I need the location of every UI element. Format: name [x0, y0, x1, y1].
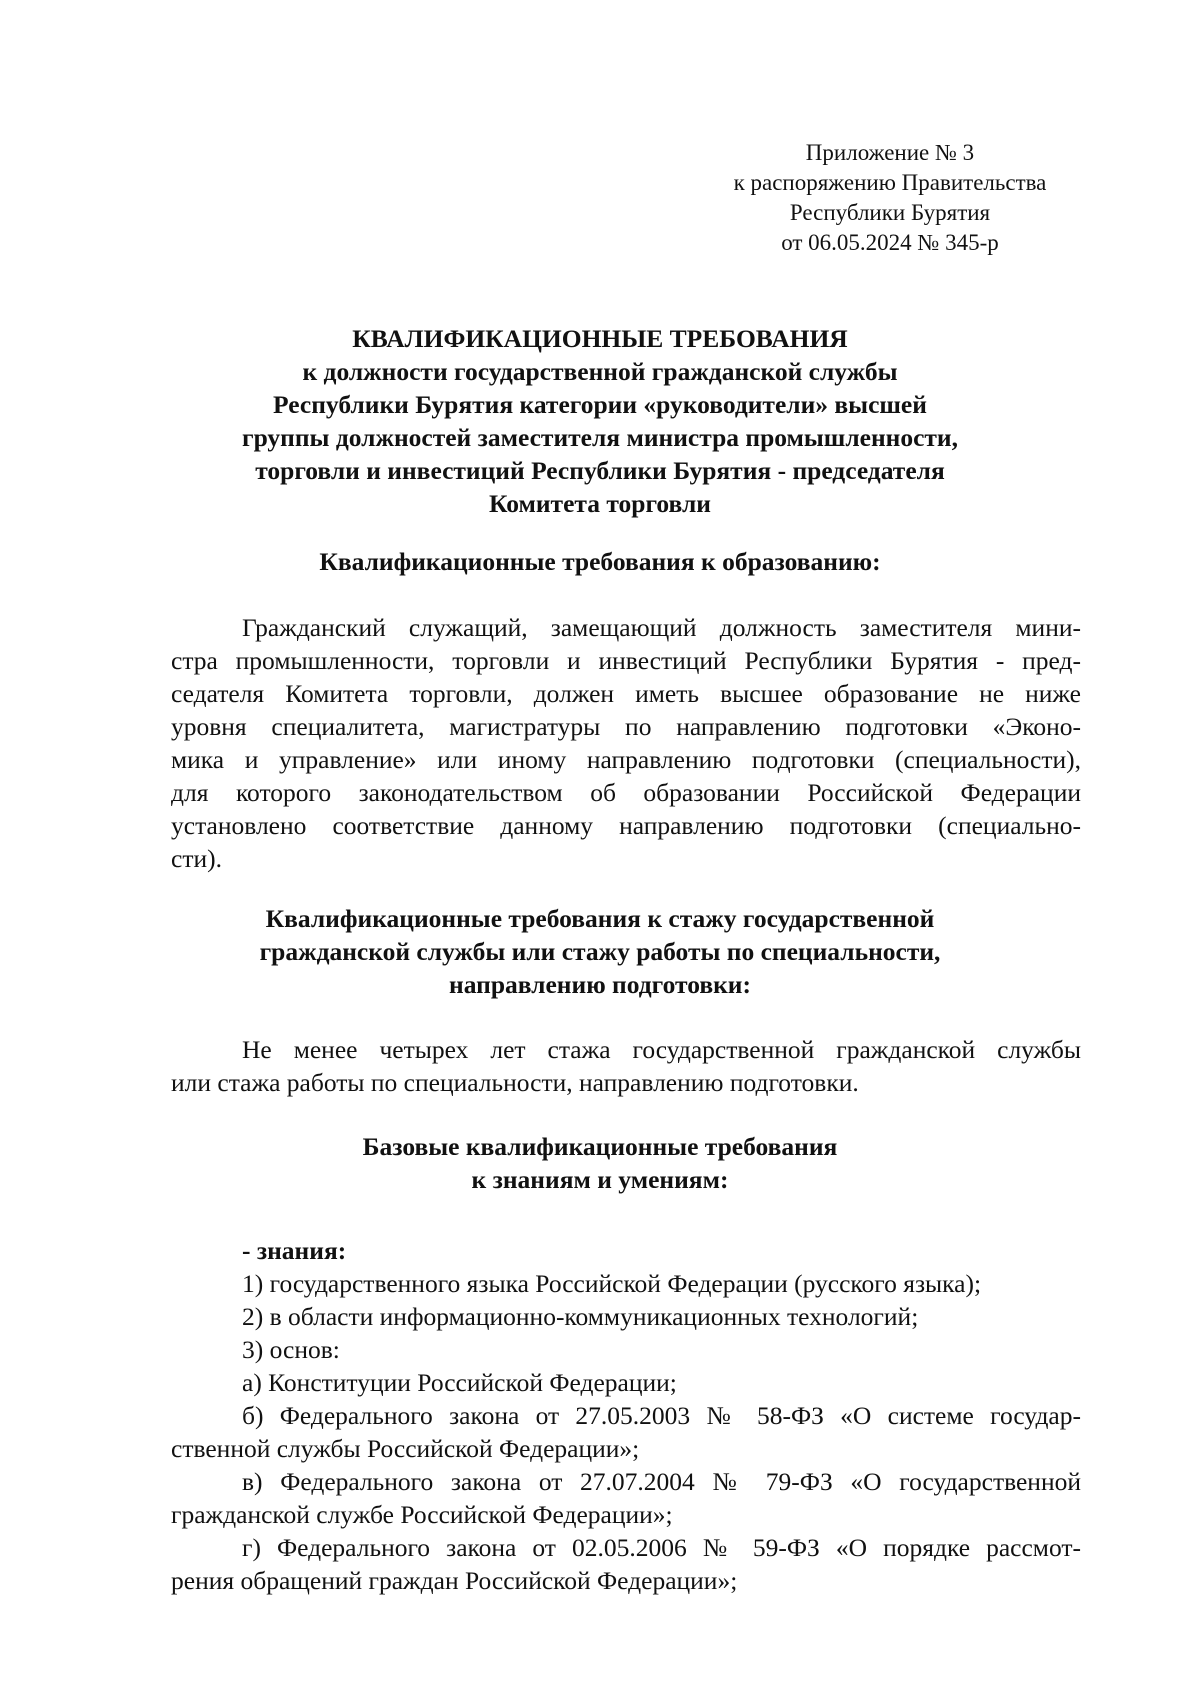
list-item: в) Федерального закона от 27.07.2004 № 79-ФЗ «О государственной	[242, 1467, 1081, 1496]
title-line: к должности государственной гражданской службы	[302, 357, 898, 386]
paragraph-line: Гражданский служащий, замещающий должность заместителя мини-	[242, 613, 1081, 642]
paragraph-line: мика и управление» или иному направлению подготовки (специальности),	[171, 745, 1081, 774]
paragraph-line: стра промышленности, торговли и инвестиций Республики Бурятия - пред-	[171, 646, 1081, 675]
paragraph-line: седателя Комитета торговли, должен иметь высшее образование не ниже	[171, 679, 1081, 708]
heading-line: направлению подготовки:	[449, 970, 751, 999]
document-title	[150, 322, 1050, 520]
list-item: 2) в области информационно-коммуникационных технологий;	[242, 1302, 919, 1331]
basic-requirements-heading	[150, 1130, 1050, 1196]
title-line: Республики Бурятия категории «руководители» высшей	[273, 390, 927, 419]
heading-line: к знаниям и умениям:	[471, 1165, 729, 1194]
knowledge-list	[171, 1234, 1081, 1597]
list-item: 3) основ:	[242, 1335, 340, 1364]
education-paragraph	[171, 611, 1081, 875]
annex-order-ref: к распоряжению Правительства	[733, 170, 1047, 195]
annex-reference	[700, 138, 1080, 258]
annex-number: Приложение № 3	[805, 140, 975, 165]
knowledge-label: - знания:	[242, 1236, 347, 1265]
title-line: торговли и инвестиций Республики Бурятия - председателя	[255, 456, 945, 485]
education-heading	[150, 545, 1050, 578]
education-heading-text: Квалификационные требования к образованию:	[319, 547, 881, 576]
paragraph-line: для которого законодательством об образовании Российской Федерации	[171, 778, 1081, 807]
list-item: гражданской службе Российской Федерации»;	[171, 1500, 673, 1529]
title-line: Комитета торговли	[489, 489, 711, 518]
title-line: КВАЛИФИКАЦИОННЫЕ ТРЕБОВАНИЯ	[352, 324, 848, 353]
experience-heading	[150, 902, 1050, 1001]
paragraph-line: Не менее четырех лет стажа государственной гражданской службы	[242, 1035, 1081, 1064]
list-item: рения обращений граждан Российской Федерации»;	[171, 1566, 738, 1595]
heading-line: гражданской службы или стажу работы по специальности,	[259, 937, 941, 966]
list-item: б) Федерального закона от 27.05.2003 № 58-ФЗ «О системе государ-	[242, 1401, 1081, 1430]
experience-paragraph	[171, 1033, 1081, 1099]
list-item: г) Федерального закона от 02.05.2006 № 59-ФЗ «О порядке рассмот-	[242, 1533, 1081, 1562]
paragraph-line: установлено соответствие данному направлению подготовки (специально-	[171, 811, 1081, 840]
heading-line: Квалификационные требования к стажу государственной	[265, 904, 935, 933]
heading-line: Базовые квалификационные требования	[362, 1132, 838, 1161]
annex-date-number: от 06.05.2024 № 345-р	[781, 230, 999, 255]
paragraph-line: сти).	[171, 844, 222, 873]
title-line: группы должностей заместителя министра промышленности,	[241, 423, 958, 452]
paragraph-line: или стажа работы по специальности, направлению подготовки.	[171, 1068, 859, 1097]
paragraph-line: уровня специалитета, магистратуры по направлению подготовки «Эконо-	[171, 712, 1081, 741]
annex-republic: Республики Бурятия	[789, 200, 991, 225]
list-item: ственной службы Российской Федерации»;	[171, 1434, 640, 1463]
list-item: 1) государственного языка Российской Федерации (русского языка);	[242, 1269, 982, 1298]
list-item: а) Конституции Российской Федерации;	[242, 1368, 677, 1397]
